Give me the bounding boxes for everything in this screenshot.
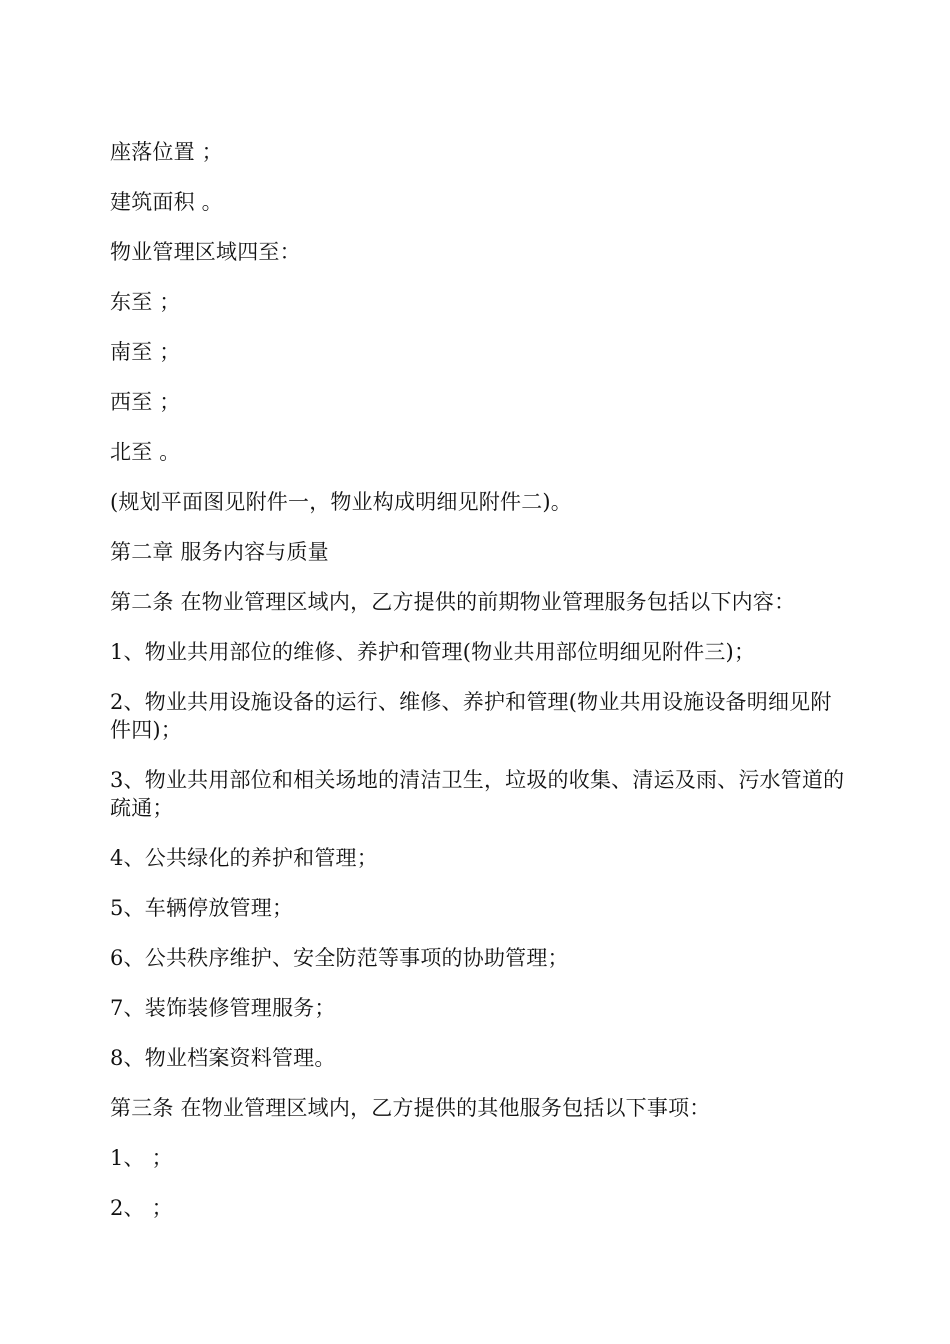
list-item: 8、物业档案资料管理。 — [110, 1046, 336, 1070]
paragraph-west-boundary: 西至 ； — [110, 390, 181, 414]
list-item: 7、装饰装修管理服务； — [110, 996, 336, 1020]
article-3: 第三条 在物业管理区域内，乙方提供的其他服务包括以下事项： — [110, 1096, 711, 1120]
paragraph-floor-area: 建筑面积 。 — [110, 190, 223, 214]
list-item: 4、公共绿化的养护和管理； — [110, 846, 378, 870]
list-item: 2、物业共用设施设备的运行、维修、养护和管理(物业共用设施设备明细见附件四)； — [110, 690, 832, 742]
list-item: 5、车辆停放管理； — [110, 896, 294, 920]
document-body — [110, 138, 845, 1244]
list-item: 1、物业共用部位的维修、养护和管理(物业共用部位明细见附件三)； — [110, 640, 756, 664]
article-2: 第二条 在物业管理区域内，乙方提供的前期物业管理服务包括以下内容： — [110, 590, 796, 614]
paragraph-location: 座落位置 ； — [110, 140, 223, 164]
list-item: 3、物业共用部位和相关场地的清洁卫生，垃圾的收集、清运及雨、污水管道的疏通； — [110, 768, 845, 820]
chapter-heading: 第二章 服务内容与质量 — [110, 540, 329, 564]
paragraph-attachments-note: (规划平面图见附件一，物业构成明细见附件二)。 — [110, 490, 572, 514]
paragraph-boundaries-heading: 物业管理区域四至： — [110, 240, 301, 264]
paragraph-south-boundary: 南至 ； — [110, 340, 181, 364]
list-item: 1、 ； — [110, 1146, 173, 1170]
list-item: 2、 ； — [110, 1196, 173, 1220]
paragraph-east-boundary: 东至 ； — [110, 290, 181, 314]
paragraph-north-boundary: 北至 。 — [110, 440, 181, 464]
list-item: 6、公共秩序维护、安全防范等事项的协助管理； — [110, 946, 569, 970]
